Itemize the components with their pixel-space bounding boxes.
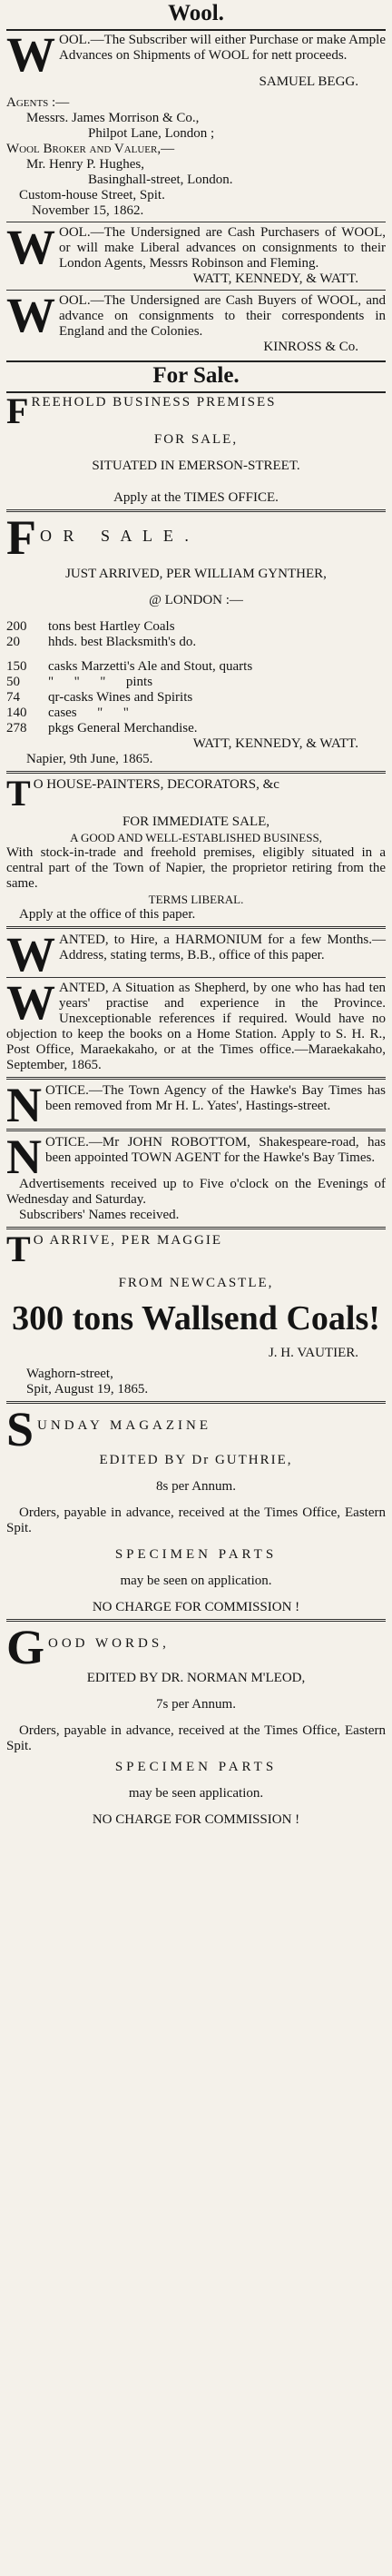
section-heading-wool: Wool. — [6, 0, 386, 31]
newspaper-column — [6, 0, 386, 1828]
ad-headline: UNDAY MAGAZINE — [37, 1418, 212, 1433]
ad-notice-robottom — [6, 1130, 386, 1223]
ad-headline: REEHOLD BUSINESS PREMISES — [31, 395, 277, 410]
ad-freehold — [6, 390, 386, 506]
goods-description: pkgs General Merchandise. — [48, 721, 198, 735]
ad-big-headline: 300 tons Wallsend Coals! — [12, 1299, 380, 1337]
goods-list-item — [6, 675, 386, 690]
ad-subhead: FROM NEWCASTLE, — [118, 1276, 274, 1290]
ad-headline: O ARRIVE, PER MAGGIE — [33, 1233, 223, 1248]
ad-address: Waghorn-street, — [26, 1367, 113, 1381]
goods-quantity: 150 — [6, 659, 27, 674]
ad-terms: TERMS LIBERAL. — [148, 893, 244, 906]
custom-address: Custom-house Street, Spit. — [19, 188, 165, 202]
section-heading-for-sale: For Sale. — [6, 360, 386, 393]
ad-body: OTICE.—The Town Agency of the Hawke's Bay Times has been removed from Mr H. L. Yates', Hastings-street. — [45, 1083, 386, 1113]
drop-cap: W — [6, 975, 55, 1030]
ad-subhead: FOR IMMEDIATE SALE, — [122, 814, 270, 829]
ad-date: Spit, August 19, 1865. — [26, 1382, 149, 1397]
goods-quantity: 50 — [6, 675, 20, 689]
ad-body: With stock-in-trade and freehold premises, eligibly situated in a central part of the Town of Napier, the proprietor retiring from the same. — [6, 845, 386, 891]
ad-signature: WATT, KENNEDY, & WATT. — [192, 736, 358, 751]
drop-cap: G — [6, 1620, 45, 1674]
ad-body: ANTED, to Hire, a HARMONIUM for a few Months.—Address, stating terms, B.B., office of this paper. — [59, 933, 386, 962]
goods-list-item — [6, 706, 386, 721]
ad-body: ANTED, A Situation as Shepherd, by one who has had ten years' practise and experience in the Province. Unexceptionable references if required. Would have no objection to keep the books on a Home Station. Apply to S. H. R., Post Office, Maraekakaho, or at the Times office.—Maraekakaho, September, 1865. — [6, 981, 386, 1072]
ad-wool-begg — [6, 27, 386, 219]
ad-sunday-magazine — [6, 1402, 386, 1615]
ad-signature: SAMUEL BEGG. — [259, 74, 358, 89]
drop-cap: W — [6, 27, 55, 82]
ad-for-sale-goods — [6, 510, 386, 767]
broker-address: Basinghall-street, London. — [88, 173, 233, 187]
ad-body: Orders, payable in advance, received at the Times Office, Eastern Spit. — [6, 1505, 386, 1535]
drop-cap: N — [6, 1130, 42, 1184]
goods-description: cases " " — [48, 706, 129, 720]
goods-list-item — [6, 721, 386, 736]
drop-cap: W — [6, 220, 55, 274]
ad-subhead: FOR SALE, — [153, 432, 239, 447]
goods-list-item — [6, 659, 386, 675]
drop-cap: T — [6, 773, 31, 814]
ad-wanted-shepherd — [6, 975, 386, 1073]
goods-quantity: 74 — [6, 690, 20, 705]
ad-body: may be seen application. — [128, 1786, 264, 1801]
ad-signature: KINROSS & Co. — [263, 340, 358, 354]
ad-signature: WATT, KENNEDY, & WATT. — [192, 271, 358, 286]
agents-label: Agents :— — [6, 95, 70, 110]
broker-name: Mr. Henry P. Hughes, — [26, 157, 144, 172]
drop-cap: W — [6, 927, 55, 982]
ad-body: may be seen on application. — [120, 1574, 272, 1588]
ad-body: Orders, payable in advance, received at the Times Office, Eastern Spit. — [6, 1723, 386, 1753]
drop-cap: W — [6, 288, 55, 342]
goods-description: tons best Hartley Coals — [48, 619, 175, 634]
drop-cap: N — [6, 1078, 42, 1132]
ad-house-painters — [6, 773, 386, 923]
ad-apply: Apply at the TIMES OFFICE. — [113, 490, 279, 505]
agent-line: Philpot Lane, London ; — [88, 126, 215, 141]
goods-list-item — [6, 690, 386, 706]
agent-line: Messrs. James Morrison & Co., — [26, 111, 200, 125]
ad-date: Napier, 9th June, 1865. — [26, 752, 153, 766]
ad-subhead: EDITED BY Dr GUTHRIE, — [99, 1453, 293, 1467]
ad-wool-kinross — [6, 288, 386, 355]
broker-label: Wool Broker and Valuer,— — [6, 142, 175, 156]
goods-quantity: 200 — [6, 619, 27, 634]
ad-subhead: NO CHARGE FOR COMMISSION ! — [92, 1600, 300, 1614]
goods-quantity: 278 — [6, 721, 27, 735]
ad-subhead: JUST ARRIVED, PER WILLIAM GYNTHER, — [65, 567, 327, 581]
ad-body: OOL.—The Undersigned are Cash Buyers of WOOL, and advance on consignments to their correspondents in England and the Colonies. — [59, 293, 386, 339]
ad-headline: OOD WORDS, — [48, 1636, 170, 1651]
goods-list-item — [6, 619, 386, 635]
ad-wool-watt — [6, 220, 386, 287]
ad-body: Advertisements received up to Five o'clock on the Evenings of Wednesday and Saturday. — [6, 1177, 386, 1207]
ad-date: November 15, 1862. — [32, 203, 144, 218]
goods-list-item — [6, 635, 386, 650]
drop-cap: F — [6, 390, 29, 431]
ad-subhead: A GOOD AND WELL-ESTABLISHED BUSINESS, — [70, 831, 322, 844]
ad-body: OOL.—The Undersigned are Cash Purchasers of WOOL, or will make Liberal advances on consignments to their London Agents, Messrs Robinson and Fleming. — [59, 225, 386, 271]
goods-description: casks Marzetti's Ale and Stout, quarts — [48, 659, 253, 674]
drop-cap: F — [6, 510, 36, 565]
goods-quantity: 140 — [6, 706, 27, 720]
ad-subhead: SPECIMEN PARTS — [114, 1760, 278, 1774]
ad-subhead: @ LONDON :— — [149, 593, 243, 607]
goods-description: qr-casks Wines and Spirits — [48, 690, 193, 705]
ad-body: Subscribers' Names received. — [19, 1208, 180, 1222]
ad-notice-agency — [6, 1078, 386, 1132]
ad-body: OOL.—The Subscriber will either Purchase or make Ample Advances on Shipments of WOOL for nett proceeds. — [59, 33, 386, 63]
ad-good-words — [6, 1620, 386, 1828]
goods-list — [6, 619, 386, 736]
ad-headline: O R S A L E . — [40, 527, 192, 545]
ad-body: OTICE.—Mr JOHN ROBOTTOM, Shakespeare-road, has been appointed TOWN AGENT for the Hawke's Bay Times. — [45, 1135, 386, 1165]
ad-price: 8s per Annum. — [156, 1479, 236, 1494]
ad-apply: Apply at the office of this paper. — [19, 907, 196, 922]
ad-signature: J. H. VAUTIER. — [268, 1346, 358, 1360]
ad-subhead: SPECIMEN PARTS — [114, 1547, 278, 1562]
drop-cap: T — [6, 1229, 31, 1269]
drop-cap: S — [6, 1402, 34, 1456]
ad-subhead: SITUATED IN EMERSON-STREET. — [92, 459, 300, 473]
ad-subhead: NO CHARGE FOR COMMISSION ! — [92, 1812, 300, 1827]
ad-wanted-harmonium — [6, 927, 386, 982]
ad-headline: O HOUSE-PAINTERS, DECORATORS, &c — [33, 777, 279, 792]
goods-description: " " " pints — [48, 675, 153, 689]
goods-quantity: 20 — [6, 635, 20, 649]
ad-subhead: EDITED BY DR. NORMAN M'LEOD, — [86, 1671, 306, 1685]
goods-description: hhds. best Blacksmith's do. — [48, 635, 197, 649]
ad-maggie-coals — [6, 1229, 386, 1397]
ad-price: 7s per Annum. — [156, 1697, 236, 1712]
